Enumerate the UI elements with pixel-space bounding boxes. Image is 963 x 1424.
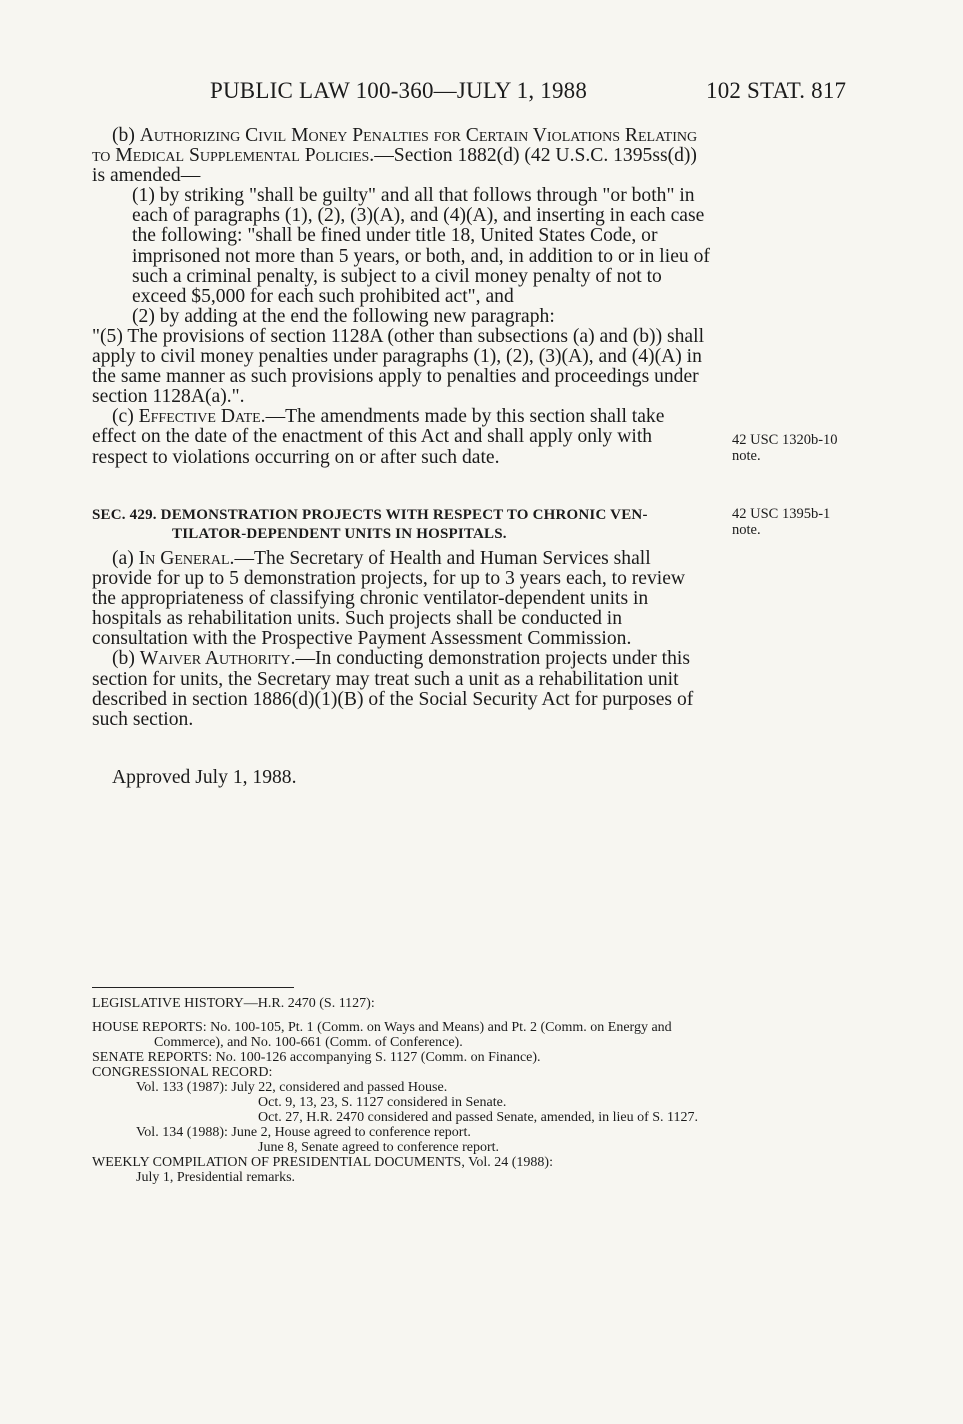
- subsection-heading: In General.: [138, 548, 235, 569]
- weekly-compilation: WEEKLY COMPILATION OF PRESIDENTIAL DOCUMENTS, Vol. 24 (1988):: [92, 1155, 553, 1170]
- subsection-heading: Waiver Authority.: [139, 648, 296, 670]
- house-reports: HOUSE REPORTS: No. 100-105, Pt. 1 (Comm. on Ways and Means) and Pt. 2 (Comm. on Energy and Commerce), and No. 100-661 (Comm. of Conference).: [92, 1020, 672, 1050]
- legislative-history-title: LEGISLATIVE HISTORY—H.R. 2470 (S. 1127):: [92, 996, 375, 1011]
- senate-reports: SENATE REPORTS: No. 100-126 accompanying S. 1127 (Comm. on Finance).: [92, 1050, 541, 1065]
- record-vol-133-item: Vol. 133 (1987): July 22, considered and passed House.: [136, 1080, 448, 1095]
- margin-note-usc-1320b-10: 42 USC 1320b-10 note.: [732, 432, 838, 464]
- congressional-record-label: CONGRESSIONAL RECORD:: [92, 1065, 273, 1080]
- record-vol-134-item: Vol. 134 (1988): June 2, House agreed to conference report.: [136, 1125, 471, 1140]
- paragraph-2: (2) by adding at the end the following new paragraph:: [132, 305, 555, 327]
- section-428-continuation: [92, 126, 712, 468]
- page-stat-number: 102 STAT. 817: [706, 78, 847, 103]
- section-429-body: [92, 549, 712, 730]
- subsection-b-civil-penalties: (b) Authorizing Civil Money Penalties for Certain Violations Relating to Medical Supplemental Policies.—Section 1882(d) (42 U.S.C. 1395ss(d)) is amended—: [92, 125, 698, 187]
- subsection-b-waiver-authority: (b) Waiver Authority.—In conducting demonstration projects under this section for units, the Secretary may treat such a unit as a rehabilitation unit described in section 1886(d)(1)(B) of the Social Security Act for purposes of such section.: [92, 648, 694, 730]
- record-vol-133-item: Oct. 9, 13, 23, S. 1127 considered in Senate.: [258, 1095, 507, 1110]
- subsection-heading: Effective Date.: [138, 406, 266, 428]
- record-vol-134-item: June 8, Senate agreed to conference report.: [258, 1140, 499, 1155]
- section-429-heading: SEC. 429. DEMONSTRATION PROJECTS WITH RESPECT TO CHRONIC VEN- TILATOR-DEPENDENT UNITS IN HOSPITALS.: [92, 507, 648, 542]
- subsection-c-effective-date: (c) Effective Date.—The amendments made by this section shall take effect on the date of the enactment of this Act and shall apply only with respect to violations occurring on or after such date.: [92, 406, 665, 468]
- quoted-paragraph-5: "(5) The provisions of section 1128A (other than subsections (a) and (b)) shall apply to civil money penalties under paragraphs (1), (2), (3)(A), and (4)(A) in the same manner as such provisions apply to penalties and proceedings under section 1128A(a).".: [92, 325, 705, 408]
- approval-date: Approved July 1, 1988.: [112, 767, 297, 788]
- legislative-history: [92, 996, 732, 1185]
- record-vol-133-item: Oct. 27, H.R. 2470 considered and passed Senate, amended, in lieu of S. 1127.: [258, 1110, 699, 1125]
- subsection-a-in-general: (a) In General.—The Secretary of Health and Human Services shall provide for up to 5 demonstration projects, for up to 3 years each, to review the appropriateness of classifying chronic ventilator-dependent units in hospitals as rehabilitation units. Such projects shall be conducted in consultation with the Prospective Payment Assessment Commission.: [92, 548, 686, 650]
- running-header-title: PUBLIC LAW 100-360—JULY 1, 1988: [210, 78, 588, 103]
- paragraph-1: (1) by striking "shall be guilty" and all that follows through "or both" in each of paragraphs (1), (2), (3)(A), and (4)(A), and inserting in each case the following: "shall be fined under title 18, United States Code, or imprisoned not more than 5 years, or both, and, in addition to or in lieu of such a criminal penalty, is subject to a civil money penalty of not to exceed $5,000 for each such prohibited act", and: [132, 185, 710, 307]
- margin-note-usc-1395b-1: 42 USC 1395b-1 note.: [732, 506, 831, 538]
- weekly-compilation-detail: July 1, Presidential remarks.: [136, 1170, 296, 1185]
- subsection-heading: Authorizing Civil Money Penalties for Certain Violations Relating to Medical Supplemental Policies.: [92, 125, 698, 167]
- footnote-divider: [92, 987, 294, 988]
